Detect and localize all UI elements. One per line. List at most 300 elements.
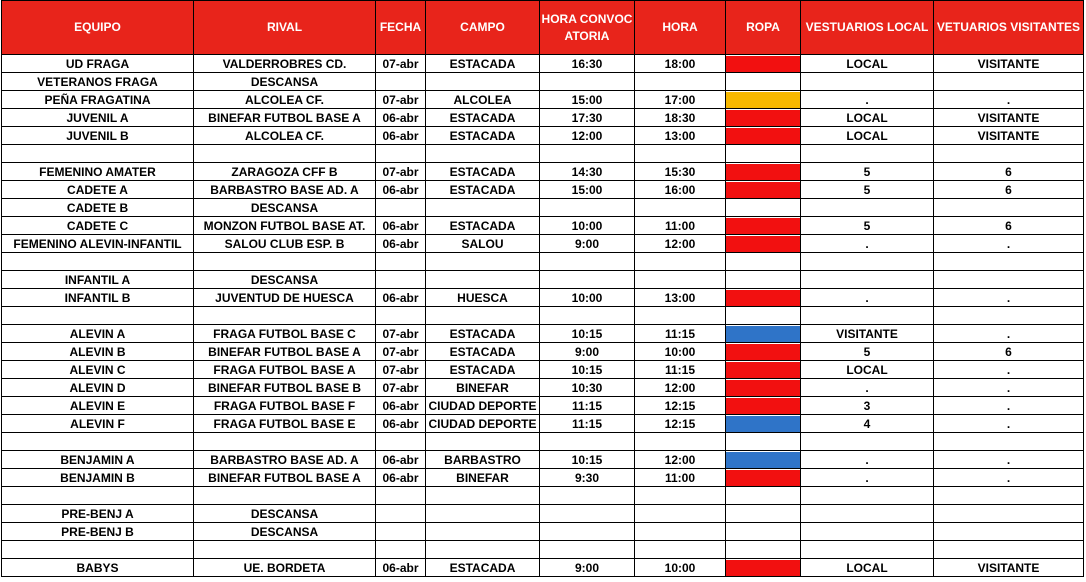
- cell-hora: 13:00: [635, 289, 726, 307]
- cell-vestuario-visitante: [934, 505, 1084, 523]
- cell-campo: BINEFAR: [426, 379, 540, 397]
- cell-hora-convocatoria: 10:15: [540, 451, 635, 469]
- cell-fecha: [376, 73, 426, 91]
- cell-hora-convocatoria: 9:00: [540, 559, 635, 577]
- ropa-color-swatch: [726, 92, 800, 108]
- cell-vestuario-visitante: .: [934, 235, 1084, 253]
- cell-rival: UE. BORDETA: [194, 559, 376, 577]
- cell-fecha: [376, 541, 426, 559]
- cell-ropa: [726, 253, 801, 271]
- cell-rival: DESCANSA: [194, 505, 376, 523]
- cell-hora-convocatoria: [540, 253, 635, 271]
- cell-fecha: 06-abr: [376, 469, 426, 487]
- cell-equipo: CADETE A: [2, 181, 194, 199]
- cell-vestuario-visitante: .: [934, 397, 1084, 415]
- cell-vestuario-visitante: [934, 199, 1084, 217]
- cell-hora-convocatoria: 10:30: [540, 379, 635, 397]
- table-row: [2, 235, 1084, 253]
- cell-equipo: INFANTIL B: [2, 289, 194, 307]
- cell-ropa: [726, 55, 801, 73]
- cell-hora: [635, 145, 726, 163]
- table-row: [2, 127, 1084, 145]
- cell-campo: ESTACADA: [426, 109, 540, 127]
- ropa-color-swatch: [726, 164, 800, 180]
- cell-campo: [426, 505, 540, 523]
- cell-rival: [194, 307, 376, 325]
- cell-vestuario-visitante: .: [934, 451, 1084, 469]
- ropa-color-swatch: [726, 236, 800, 252]
- cell-hora-convocatoria: 16:30: [540, 55, 635, 73]
- cell-hora: 12:00: [635, 451, 726, 469]
- table-row: [2, 325, 1084, 343]
- cell-hora: 18:00: [635, 55, 726, 73]
- cell-equipo: UD FRAGA: [2, 55, 194, 73]
- cell-rival: [194, 433, 376, 451]
- cell-hora: [635, 433, 726, 451]
- cell-fecha: 06-abr: [376, 397, 426, 415]
- cell-fecha: [376, 253, 426, 271]
- cell-fecha: 07-abr: [376, 361, 426, 379]
- cell-hora: 12:00: [635, 379, 726, 397]
- cell-fecha: 07-abr: [376, 91, 426, 109]
- cell-hora-convocatoria: [540, 541, 635, 559]
- cell-hora: [635, 505, 726, 523]
- cell-hora: 11:15: [635, 325, 726, 343]
- cell-equipo: ALEVIN C: [2, 361, 194, 379]
- cell-equipo: PEÑA FRAGATINA: [2, 91, 194, 109]
- cell-vestuario-visitante: [934, 541, 1084, 559]
- cell-equipo: CADETE C: [2, 217, 194, 235]
- cell-equipo: PRE-BENJ B: [2, 523, 194, 541]
- cell-equipo: [2, 487, 194, 505]
- table-row: [2, 217, 1084, 235]
- cell-hora-convocatoria: 9:00: [540, 343, 635, 361]
- cell-ropa: [726, 559, 801, 577]
- table-header: [2, 1, 1084, 55]
- header-vestuarios-local: VESTUARIOS LOCAL: [801, 1, 934, 55]
- cell-fecha: 06-abr: [376, 127, 426, 145]
- cell-campo: ESTACADA: [426, 127, 540, 145]
- cell-vestuario-visitante: VISITANTE: [934, 127, 1084, 145]
- cell-vestuario-visitante: [934, 73, 1084, 91]
- cell-rival: JUVENTUD DE HUESCA: [194, 289, 376, 307]
- cell-ropa: [726, 379, 801, 397]
- cell-vestuario-visitante: .: [934, 415, 1084, 433]
- cell-vestuario-visitante: .: [934, 379, 1084, 397]
- table-row: [2, 487, 1084, 505]
- cell-vestuario-visitante: 6: [934, 181, 1084, 199]
- cell-vestuario-local: [801, 271, 934, 289]
- cell-hora: 16:00: [635, 181, 726, 199]
- cell-vestuario-visitante: [934, 487, 1084, 505]
- cell-fecha: 07-abr: [376, 163, 426, 181]
- cell-campo: CIUDAD DEPORTE: [426, 415, 540, 433]
- cell-vestuario-visitante: VISITANTE: [934, 55, 1084, 73]
- header-equipo: EQUIPO: [2, 1, 194, 55]
- cell-vestuario-local: 4: [801, 415, 934, 433]
- cell-vestuario-local: .: [801, 289, 934, 307]
- ropa-color-swatch: [726, 128, 800, 144]
- cell-vestuario-local: [801, 433, 934, 451]
- cell-vestuario-visitante: [934, 433, 1084, 451]
- cell-rival: BARBASTRO BASE AD. A: [194, 181, 376, 199]
- cell-ropa: [726, 361, 801, 379]
- cell-campo: [426, 433, 540, 451]
- cell-vestuario-local: [801, 487, 934, 505]
- cell-rival: ALCOLEA CF.: [194, 127, 376, 145]
- cell-rival: FRAGA FUTBOL BASE C: [194, 325, 376, 343]
- cell-campo: HUESCA: [426, 289, 540, 307]
- cell-campo: ESTACADA: [426, 559, 540, 577]
- cell-hora: [635, 541, 726, 559]
- cell-hora: 10:00: [635, 559, 726, 577]
- cell-hora: 11:00: [635, 469, 726, 487]
- table-body: [2, 55, 1084, 577]
- cell-rival: VALDERROBRES CD.: [194, 55, 376, 73]
- cell-vestuario-local: [801, 307, 934, 325]
- cell-equipo: [2, 541, 194, 559]
- cell-rival: FRAGA FUTBOL BASE A: [194, 361, 376, 379]
- cell-campo: ALCOLEA: [426, 91, 540, 109]
- table-row: [2, 289, 1084, 307]
- ropa-color-swatch: [726, 362, 800, 378]
- cell-equipo: JUVENIL A: [2, 109, 194, 127]
- cell-rival: ALCOLEA CF.: [194, 91, 376, 109]
- cell-hora-convocatoria: 12:00: [540, 127, 635, 145]
- cell-fecha: 07-abr: [376, 325, 426, 343]
- cell-rival: BINEFAR FUTBOL BASE B: [194, 379, 376, 397]
- cell-fecha: 06-abr: [376, 415, 426, 433]
- cell-vestuario-local: .: [801, 91, 934, 109]
- cell-hora-convocatoria: 11:15: [540, 415, 635, 433]
- cell-ropa: [726, 325, 801, 343]
- cell-ropa: [726, 397, 801, 415]
- cell-vestuario-local: .: [801, 379, 934, 397]
- table-row: [2, 559, 1084, 577]
- table-row: [2, 73, 1084, 91]
- cell-campo: [426, 145, 540, 163]
- cell-rival: BINEFAR FUTBOL BASE A: [194, 343, 376, 361]
- header-ropa: ROPA: [726, 1, 801, 55]
- cell-vestuario-local: VISITANTE: [801, 325, 934, 343]
- header-rival: RIVAL: [194, 1, 376, 55]
- cell-ropa: [726, 469, 801, 487]
- cell-hora-convocatoria: [540, 505, 635, 523]
- cell-campo: BINEFAR: [426, 469, 540, 487]
- cell-vestuario-local: 5: [801, 217, 934, 235]
- cell-campo: CIUDAD DEPORTE: [426, 397, 540, 415]
- cell-vestuario-local: [801, 523, 934, 541]
- cell-ropa: [726, 289, 801, 307]
- table-row: [2, 451, 1084, 469]
- cell-ropa: [726, 505, 801, 523]
- ropa-color-swatch: [726, 560, 800, 576]
- cell-vestuario-visitante: [934, 253, 1084, 271]
- cell-vestuario-visitante: 6: [934, 217, 1084, 235]
- cell-ropa: [726, 73, 801, 91]
- cell-rival: [194, 253, 376, 271]
- cell-equipo: [2, 433, 194, 451]
- cell-equipo: BENJAMIN B: [2, 469, 194, 487]
- cell-hora-convocatoria: 10:00: [540, 289, 635, 307]
- cell-campo: ESTACADA: [426, 325, 540, 343]
- cell-fecha: 06-abr: [376, 217, 426, 235]
- cell-campo: [426, 199, 540, 217]
- cell-equipo: BENJAMIN A: [2, 451, 194, 469]
- cell-campo: ESTACADA: [426, 55, 540, 73]
- cell-ropa: [726, 145, 801, 163]
- cell-campo: ESTACADA: [426, 163, 540, 181]
- header-fecha: FECHA: [376, 1, 426, 55]
- cell-equipo: JUVENIL B: [2, 127, 194, 145]
- cell-vestuario-local: [801, 145, 934, 163]
- cell-fecha: 06-abr: [376, 181, 426, 199]
- cell-ropa: [726, 163, 801, 181]
- cell-campo: SALOU: [426, 235, 540, 253]
- cell-vestuario-visitante: .: [934, 91, 1084, 109]
- ropa-color-swatch: [726, 56, 800, 72]
- cell-hora-convocatoria: [540, 433, 635, 451]
- cell-vestuario-local: LOCAL: [801, 55, 934, 73]
- cell-fecha: 06-abr: [376, 289, 426, 307]
- cell-fecha: [376, 199, 426, 217]
- cell-fecha: 06-abr: [376, 559, 426, 577]
- cell-fecha: [376, 487, 426, 505]
- cell-vestuario-local: [801, 73, 934, 91]
- cell-hora-convocatoria: 11:15: [540, 397, 635, 415]
- cell-hora: 12:15: [635, 397, 726, 415]
- cell-vestuario-visitante: [934, 271, 1084, 289]
- cell-rival: DESCANSA: [194, 73, 376, 91]
- cell-vestuario-visitante: VISITANTE: [934, 559, 1084, 577]
- cell-fecha: [376, 145, 426, 163]
- cell-equipo: FEMENINO ALEVIN-INFANTIL: [2, 235, 194, 253]
- header-hora-convocatoria: HORA CONVOCATORIA: [540, 1, 635, 55]
- cell-hora-convocatoria: [540, 73, 635, 91]
- cell-campo: BARBASTRO: [426, 451, 540, 469]
- table-row: [2, 505, 1084, 523]
- cell-vestuario-local: .: [801, 469, 934, 487]
- ropa-color-swatch: [726, 470, 800, 486]
- cell-ropa: [726, 181, 801, 199]
- cell-vestuario-visitante: .: [934, 361, 1084, 379]
- table-row: [2, 253, 1084, 271]
- cell-ropa: [726, 235, 801, 253]
- cell-vestuario-local: .: [801, 235, 934, 253]
- table-row: [2, 523, 1084, 541]
- cell-fecha: 07-abr: [376, 379, 426, 397]
- cell-ropa: [726, 91, 801, 109]
- ropa-color-swatch: [726, 416, 800, 432]
- cell-rival: [194, 145, 376, 163]
- cell-fecha: [376, 505, 426, 523]
- cell-equipo: ALEVIN B: [2, 343, 194, 361]
- cell-hora: [635, 199, 726, 217]
- table-row: [2, 415, 1084, 433]
- cell-vestuario-local: [801, 505, 934, 523]
- header-campo: CAMPO: [426, 1, 540, 55]
- cell-hora: 11:15: [635, 361, 726, 379]
- cell-equipo: ALEVIN E: [2, 397, 194, 415]
- ropa-color-swatch: [726, 326, 800, 342]
- table-row: [2, 91, 1084, 109]
- cell-hora-convocatoria: 10:00: [540, 217, 635, 235]
- cell-hora: 18:30: [635, 109, 726, 127]
- cell-vestuario-visitante: .: [934, 325, 1084, 343]
- cell-hora-convocatoria: 17:30: [540, 109, 635, 127]
- cell-hora-convocatoria: [540, 271, 635, 289]
- cell-ropa: [726, 415, 801, 433]
- table-row: [2, 181, 1084, 199]
- cell-ropa: [726, 271, 801, 289]
- cell-rival: ZARAGOZA CFF B: [194, 163, 376, 181]
- cell-rival: DESCANSA: [194, 523, 376, 541]
- cell-campo: ESTACADA: [426, 343, 540, 361]
- ropa-color-swatch: [726, 398, 800, 414]
- cell-vestuario-local: 5: [801, 163, 934, 181]
- cell-campo: ESTACADA: [426, 181, 540, 199]
- table-row: [2, 55, 1084, 73]
- cell-vestuario-visitante: 6: [934, 163, 1084, 181]
- cell-equipo: CADETE B: [2, 199, 194, 217]
- cell-hora: 15:30: [635, 163, 726, 181]
- cell-fecha: [376, 307, 426, 325]
- table-row: [2, 109, 1084, 127]
- ropa-color-swatch: [726, 218, 800, 234]
- table-row: [2, 343, 1084, 361]
- table-row: [2, 361, 1084, 379]
- cell-hora-convocatoria: 10:15: [540, 361, 635, 379]
- cell-vestuario-local: LOCAL: [801, 109, 934, 127]
- cell-ropa: [726, 307, 801, 325]
- cell-ropa: [726, 343, 801, 361]
- cell-hora: 10:00: [635, 343, 726, 361]
- cell-campo: [426, 271, 540, 289]
- cell-equipo: FEMENINO AMATER: [2, 163, 194, 181]
- header-hora: HORA: [635, 1, 726, 55]
- cell-vestuario-visitante: .: [934, 289, 1084, 307]
- cell-hora: 12:15: [635, 415, 726, 433]
- table-row: [2, 433, 1084, 451]
- cell-vestuario-local: 3: [801, 397, 934, 415]
- table-row: [2, 145, 1084, 163]
- cell-rival: DESCANSA: [194, 199, 376, 217]
- cell-vestuario-local: LOCAL: [801, 559, 934, 577]
- cell-hora: [635, 307, 726, 325]
- ropa-color-swatch: [726, 290, 800, 306]
- cell-vestuario-local: LOCAL: [801, 361, 934, 379]
- cell-hora: 17:00: [635, 91, 726, 109]
- table-row: [2, 199, 1084, 217]
- ropa-color-swatch: [726, 380, 800, 396]
- cell-vestuario-visitante: VISITANTE: [934, 109, 1084, 127]
- cell-hora: 12:00: [635, 235, 726, 253]
- cell-equipo: ALEVIN D: [2, 379, 194, 397]
- cell-vestuario-visitante: .: [934, 469, 1084, 487]
- cell-rival: MONZON FUTBOL BASE AT.: [194, 217, 376, 235]
- ropa-color-swatch: [726, 182, 800, 198]
- cell-hora-convocatoria: [540, 307, 635, 325]
- cell-campo: [426, 253, 540, 271]
- cell-vestuario-visitante: [934, 145, 1084, 163]
- cell-ropa: [726, 109, 801, 127]
- cell-hora-convocatoria: [540, 145, 635, 163]
- cell-hora-convocatoria: [540, 487, 635, 505]
- cell-equipo: INFANTIL A: [2, 271, 194, 289]
- cell-hora: [635, 523, 726, 541]
- cell-hora: [635, 487, 726, 505]
- cell-equipo: PRE-BENJ A: [2, 505, 194, 523]
- cell-vestuario-local: 5: [801, 343, 934, 361]
- cell-campo: [426, 487, 540, 505]
- cell-fecha: [376, 523, 426, 541]
- cell-vestuario-local: [801, 199, 934, 217]
- cell-vestuario-visitante: [934, 523, 1084, 541]
- cell-rival: [194, 487, 376, 505]
- cell-equipo: [2, 307, 194, 325]
- cell-ropa: [726, 217, 801, 235]
- cell-hora-convocatoria: 9:00: [540, 235, 635, 253]
- cell-rival: DESCANSA: [194, 271, 376, 289]
- cell-campo: ESTACADA: [426, 361, 540, 379]
- header-vestuarios-visitantes: VETUARIOS VISITANTES: [934, 1, 1084, 55]
- cell-rival: FRAGA FUTBOL BASE E: [194, 415, 376, 433]
- cell-hora-convocatoria: [540, 523, 635, 541]
- cell-equipo: BABYS: [2, 559, 194, 577]
- cell-rival: BINEFAR FUTBOL BASE A: [194, 469, 376, 487]
- cell-fecha: 07-abr: [376, 55, 426, 73]
- table-row: [2, 163, 1084, 181]
- cell-equipo: ALEVIN A: [2, 325, 194, 343]
- table-row: [2, 541, 1084, 559]
- cell-vestuario-local: LOCAL: [801, 127, 934, 145]
- table-row: [2, 397, 1084, 415]
- cell-fecha: [376, 271, 426, 289]
- cell-campo: [426, 73, 540, 91]
- cell-hora: 13:00: [635, 127, 726, 145]
- cell-equipo: [2, 145, 194, 163]
- cell-vestuario-local: 5: [801, 181, 934, 199]
- cell-equipo: [2, 253, 194, 271]
- cell-fecha: 06-abr: [376, 109, 426, 127]
- ropa-color-swatch: [726, 344, 800, 360]
- cell-ropa: [726, 523, 801, 541]
- cell-hora-convocatoria: 15:00: [540, 91, 635, 109]
- cell-hora-convocatoria: 9:30: [540, 469, 635, 487]
- cell-rival: SALOU CLUB ESP. B: [194, 235, 376, 253]
- cell-ropa: [726, 451, 801, 469]
- cell-hora: [635, 271, 726, 289]
- cell-ropa: [726, 127, 801, 145]
- cell-rival: BARBASTRO BASE AD. A: [194, 451, 376, 469]
- ropa-color-swatch: [726, 110, 800, 126]
- cell-fecha: 07-abr: [376, 343, 426, 361]
- cell-vestuario-local: [801, 253, 934, 271]
- cell-fecha: 06-abr: [376, 451, 426, 469]
- cell-ropa: [726, 541, 801, 559]
- cell-hora: 11:00: [635, 217, 726, 235]
- cell-hora: [635, 253, 726, 271]
- cell-vestuario-visitante: [934, 307, 1084, 325]
- cell-rival: BINEFAR FUTBOL BASE A: [194, 109, 376, 127]
- cell-campo: [426, 523, 540, 541]
- cell-vestuario-local: .: [801, 451, 934, 469]
- cell-fecha: 06-abr: [376, 235, 426, 253]
- cell-equipo: ALEVIN F: [2, 415, 194, 433]
- cell-equipo: VETERANOS FRAGA: [2, 73, 194, 91]
- cell-hora-convocatoria: [540, 199, 635, 217]
- ropa-color-swatch: [726, 452, 800, 468]
